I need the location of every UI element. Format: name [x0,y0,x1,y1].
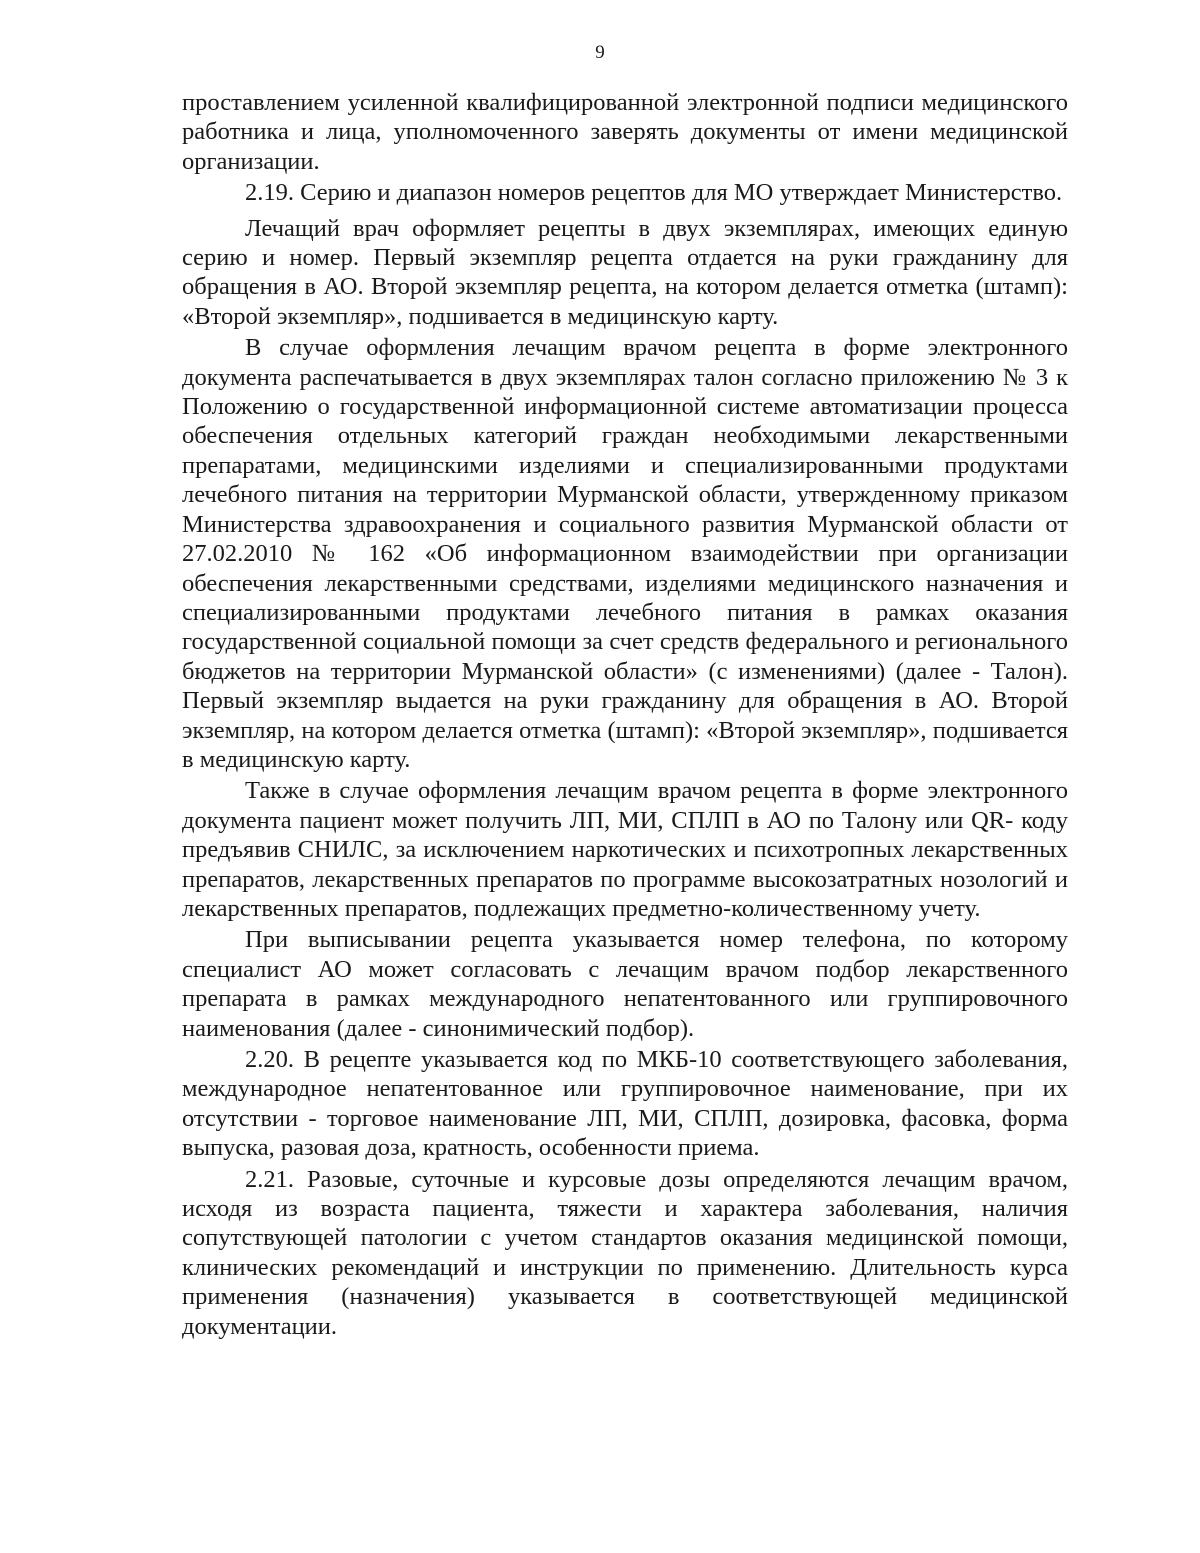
paragraph-2-20: 2.20. В рецепте указывается код по МКБ-10 соответствующего заболевания, международное непатентованное или группировочное наименование, при их отсутствии - торговое наименование ЛП, МИ, СПЛП, дозировка, фасовка, форма выпуска, разовая доза, кратность, особенности приема. [182,1046,1068,1162]
paragraph-electronic-talon: В случае оформления лечащим врачом рецепта в форме электронного документа распечатывается в двух экземплярах талон согласно приложению № 3 к Положению о государственной информационной системе автоматизации процесса обеспечения отдельных категорий граждан необходимыми лекарственными препаратами, медицинскими изделиями и специализированными продуктами лечебного питания на территории Мурманской области, утвержденному приказом Министерства здравоохранения и социального развития Мурманской области от 27.02.2010 № 162 «Об информационном взаимодействии при организации обеспечения лекарственными средствами, изделиями медицинского назначения и специализированными продуктами лечебного питания в рамках оказания государственной социальной помощи за счет средств федерального и регионального бюджетов на территории Мурманской области» (с изменениями) (далее - Талон). Первый экземпляр выдается на руки гражданину для обращения в АО. Второй экземпляр, на котором делается отметка (штамп): «Второй экземпляр», подшивается в медицинскую карту. [182,334,1068,773]
page-number: 9 [595,42,605,63]
paragraph-prescription-copies: Лечащий врач оформляет рецепты в двух экземплярах, имеющих единую серию и номер. Первый экземпляр рецепта отдается на руки гражданину для обращения в АО. Второй экземпляр рецепта, на котором делается отметка (штамп): «Второй экземпляр», подшивается в медицинскую карту. [182,214,1068,330]
paragraph-phone-number: При выписывании рецепта указывается номер телефона, по которому специалист АО может согласовать с лечащим врачом подбор лекарственного препарата в рамках международного непатентованного или группировочного наименования (далее - синонимический подбор). [182,926,1068,1042]
document-body [182,88,1068,1341]
paragraph-qr-code: Также в случае оформления лечащим врачом рецепта в форме электронного документа пациент может получить ЛП, МИ, СПЛП в АО по Талону или QR- коду предъявив СНИЛС, за исключением наркотических и психотропных лекарственных препаратов, лекарственных препаратов по программе высокозатратных нозологий и лекарственных препаратов, подлежащих предметно-количественному учету. [182,777,1068,922]
paragraph-2-21: 2.21. Разовые, суточные и курсовые дозы определяются лечащим врачом, исходя из возраста пациента, тяжести и характера заболевания, наличия сопутствующей патологии с учетом стандартов оказания медицинской помощи, клинических рекомендаций и инструкции по применению. Длительность курса применения (назначения) указывается в соответствующей медицинской документации. [182,1165,1068,1340]
paragraph-2-19: 2.19. Серию и диапазон номеров рецептов для МО утверждает Министерство. [245,179,1063,207]
paragraph-continuation: проставлением усиленной квалифицированной электронной подписи медицинского работника и лица, уполномоченного заверять документы от имени медицинской организации. [182,89,1068,175]
